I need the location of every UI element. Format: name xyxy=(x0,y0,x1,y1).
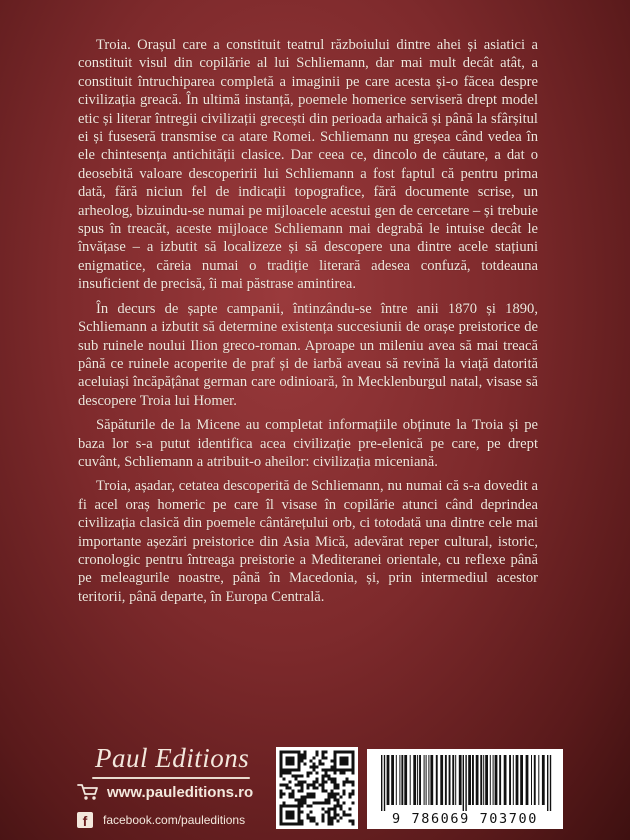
publisher-logo: Paul Editions xyxy=(95,743,250,773)
blurb-paragraph-3: Săpăturile de la Micene au completat informațiile obținute la Troia și pe baza lor s-a putut identifica acea civilizație pre-elenică pe care, pe drept cuvânt, Schliemann a atribuit-o aheilor: civilizația miceniană. xyxy=(78,417,538,470)
qr-code xyxy=(276,747,358,829)
blurb-paragraph-2: În decurs de șapte campanii, întinzându-se între anii 1870 și 1890, Schliemann a izbutit să determine existența succesiunii de orașe preistorice de sub ruinele noului Ilion greco-roman. Aproape un mileniu avea să mai treacă până ce ruinele acoperite de praf și de iarbă aveau să revină la viață datorită aceluiași încăpățânat german care odinioară, în Mecklenburgul natal, visase să descopere Troia lui Homer. xyxy=(78,300,538,409)
website-row[interactable] xyxy=(77,783,253,801)
qr-code-icon xyxy=(276,747,358,829)
facebook-row[interactable] xyxy=(77,812,245,828)
facebook-link[interactable]: facebook.com/pauleditions xyxy=(103,813,246,827)
website-link[interactable]: www.pauleditions.ro xyxy=(107,783,254,801)
blurb-paragraph-1: Troia. Orașul care a constituit teatrul războiului dintre ahei și asiatici a constituit visul din copilărie al lui Schliemann, dar mai mult decât atât, a constituit întruchiparea completă a imaginii pe care acesta și-o făcea despre civilizația greacă. În ultimă instanță, poemele homerice serviseră drept model etic și literar întregii civilizații grecești din perioada arhaică și până la sfârșitul ei și fuseseră transmise ca atare Romei. Schliemann nu greșea când vedea în ele chintesența antichității clasice. Dar ceea ce, dincolo de căutare, a dat o deosebită valoare descoperirii lui Schliemann a fost faptul că pentru prima dată, fără niciun fel de indicații topografice, fără documente scrise, un arheolog, bizuindu-se numai pe mijloacele acestui gen de cercetare – și trebuie spus în treacăt, aceste mijloace Schliemann mai degrabă le intuise decât le învățase – a izbutit să localizeze și să descopere una dintre acele stațiuni enigmatice, căreia numai o tradiție literară adesea confuză, totdeauna insuficient de precisă, îi mai păstrase amintirea. xyxy=(78,37,538,293)
book-blurb xyxy=(78,36,538,612)
facebook-icon: f xyxy=(77,812,93,828)
logo-underline xyxy=(92,777,250,779)
blurb-paragraph-4: Troia, așadar, cetatea descoperită de Schliemann, nu numai că s-a dovedit a fi acel oraș homeric pe care îl visase în copilărie atunci când deprindea civilizația clasică din poemele cântărețului orb, ci totodată una dintre cele mai importante așezări preistorice din Asia Mică, adevărat reper cultural, istoric, cronologic pentru întreaga preistorie a Mediteranei orientale, cu reflexe până pe meleagurile noastre, până în Macedonia, și, prin intermediul acestor teritorii, până departe, în Europa Centrală. xyxy=(78,478,538,605)
isbn-barcode xyxy=(367,749,563,829)
barcode-icon xyxy=(367,749,563,811)
cart-icon xyxy=(77,783,99,801)
barcode-digits: 9 786069 703700 xyxy=(392,811,538,827)
